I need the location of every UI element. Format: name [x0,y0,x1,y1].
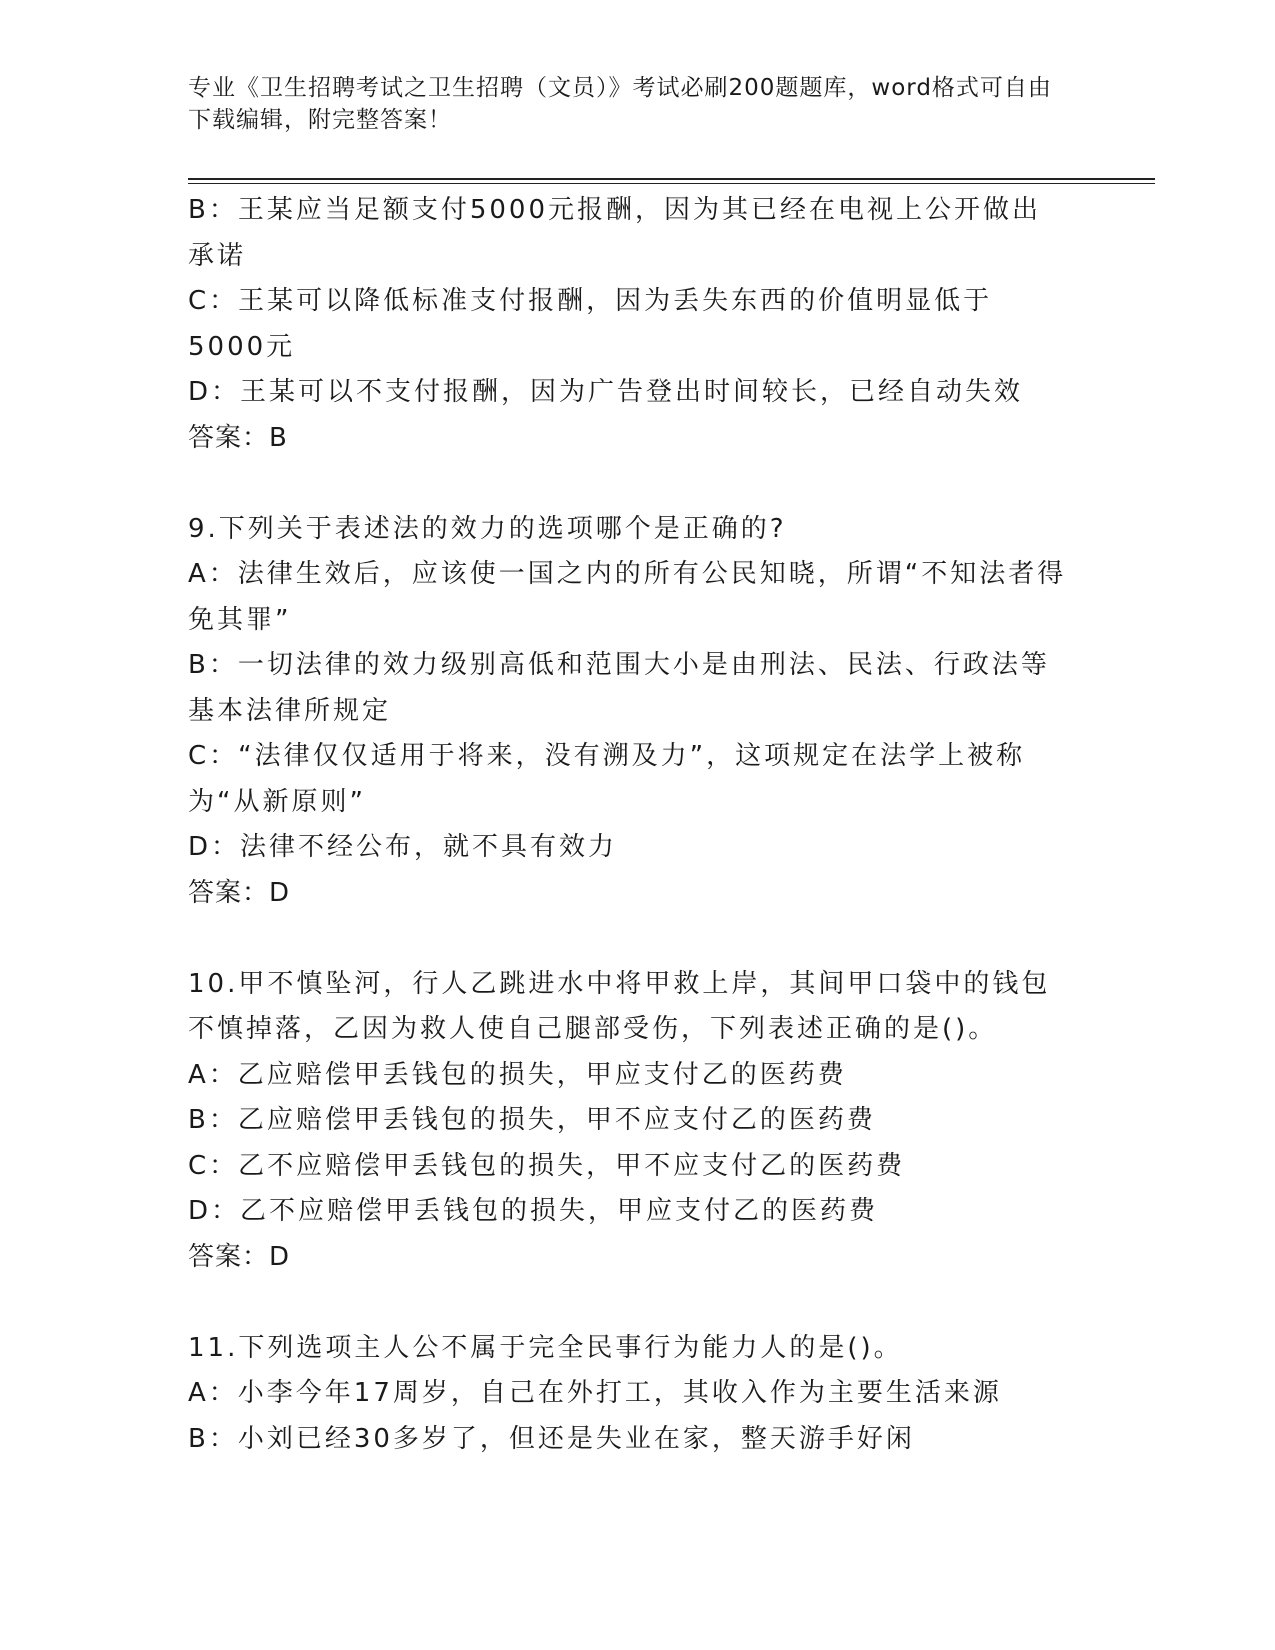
question-8-option-d: D：王某可以不支付报酬，因为广告登出时间较长，已经自动失效 [188,377,1024,407]
question-11-text: 11.下列选项主人公不属于完全民事行为能力人的是()。 [188,1332,903,1363]
header-divider-thick [188,178,1155,180]
question-10-text: 10.甲不慎坠河，行人乙跳进水中将甲救上岸，其间甲口袋中的钱包不慎掉落，乙因为救人使自己腿部受伤，下列表述正确的是()。 [188,968,1051,1044]
question-10-option-c: C：乙不应赔偿甲丢钱包的损失，甲不应支付乙的医药费 [188,1150,906,1181]
question-10-option-b: B：乙应赔偿甲丢钱包的损失，甲不应支付乙的医药费 [188,1105,876,1135]
question-8-block [188,188,1068,461]
question-9-block [188,507,1068,917]
question-8-answer: 答案：B [188,422,288,453]
header-divider-thin [188,183,1155,184]
question-9-text: 9.下列关于表述法的效力的选项哪个是正确的? [188,513,787,544]
document-header [188,72,1068,136]
question-9-option-c: C：“法律仅仅适用于将来，没有溯及力”，这项规定在法学上被称为“从新原则” [188,741,1026,817]
spacer [188,916,1068,962]
question-9-option-b: B：一切法律的效力级别高低和范围大小是由刑法、民法、行政法等基本法律所规定 [188,650,1050,726]
question-9-answer: 答案：D [188,877,291,908]
spacer [188,1280,1068,1326]
question-8-option-b: B：王某应当足额支付5000元报酬，因为其已经在电视上公开做出承诺 [188,195,1042,271]
document-body [188,188,1068,1462]
question-10-block [188,962,1068,1281]
document-title: 专业《卫生招聘考试之卫生招聘（文员）》考试必刷200题题库，word格式可自由下载编辑，附完整答案！ [188,75,1052,133]
question-10-answer: 答案：D [188,1241,291,1272]
spacer [188,461,1068,507]
question-8-option-c: C：王某可以降低标准支付报酬，因为丢失东西的价值明显低于5000元 [188,286,993,362]
question-11-block [188,1326,1068,1463]
question-11-option-a: A：小李今年17周岁，自己在外打工，其收入作为主要生活来源 [188,1378,1002,1408]
question-9-option-d: D：法律不经公布，就不具有效力 [188,832,618,862]
question-11-option-b: B：小刘已经30多岁了，但还是失业在家，整天游手好闲 [188,1423,915,1454]
question-10-option-a: A：乙应赔偿甲丢钱包的损失，甲应支付乙的医药费 [188,1059,847,1090]
question-10-option-d: D：乙不应赔偿甲丢钱包的损失，甲应支付乙的医药费 [188,1196,879,1226]
question-9-option-a: A：法律生效后，应该使一国之内的所有公民知晓，所谓“不知法者得免其罪” [188,559,1067,635]
